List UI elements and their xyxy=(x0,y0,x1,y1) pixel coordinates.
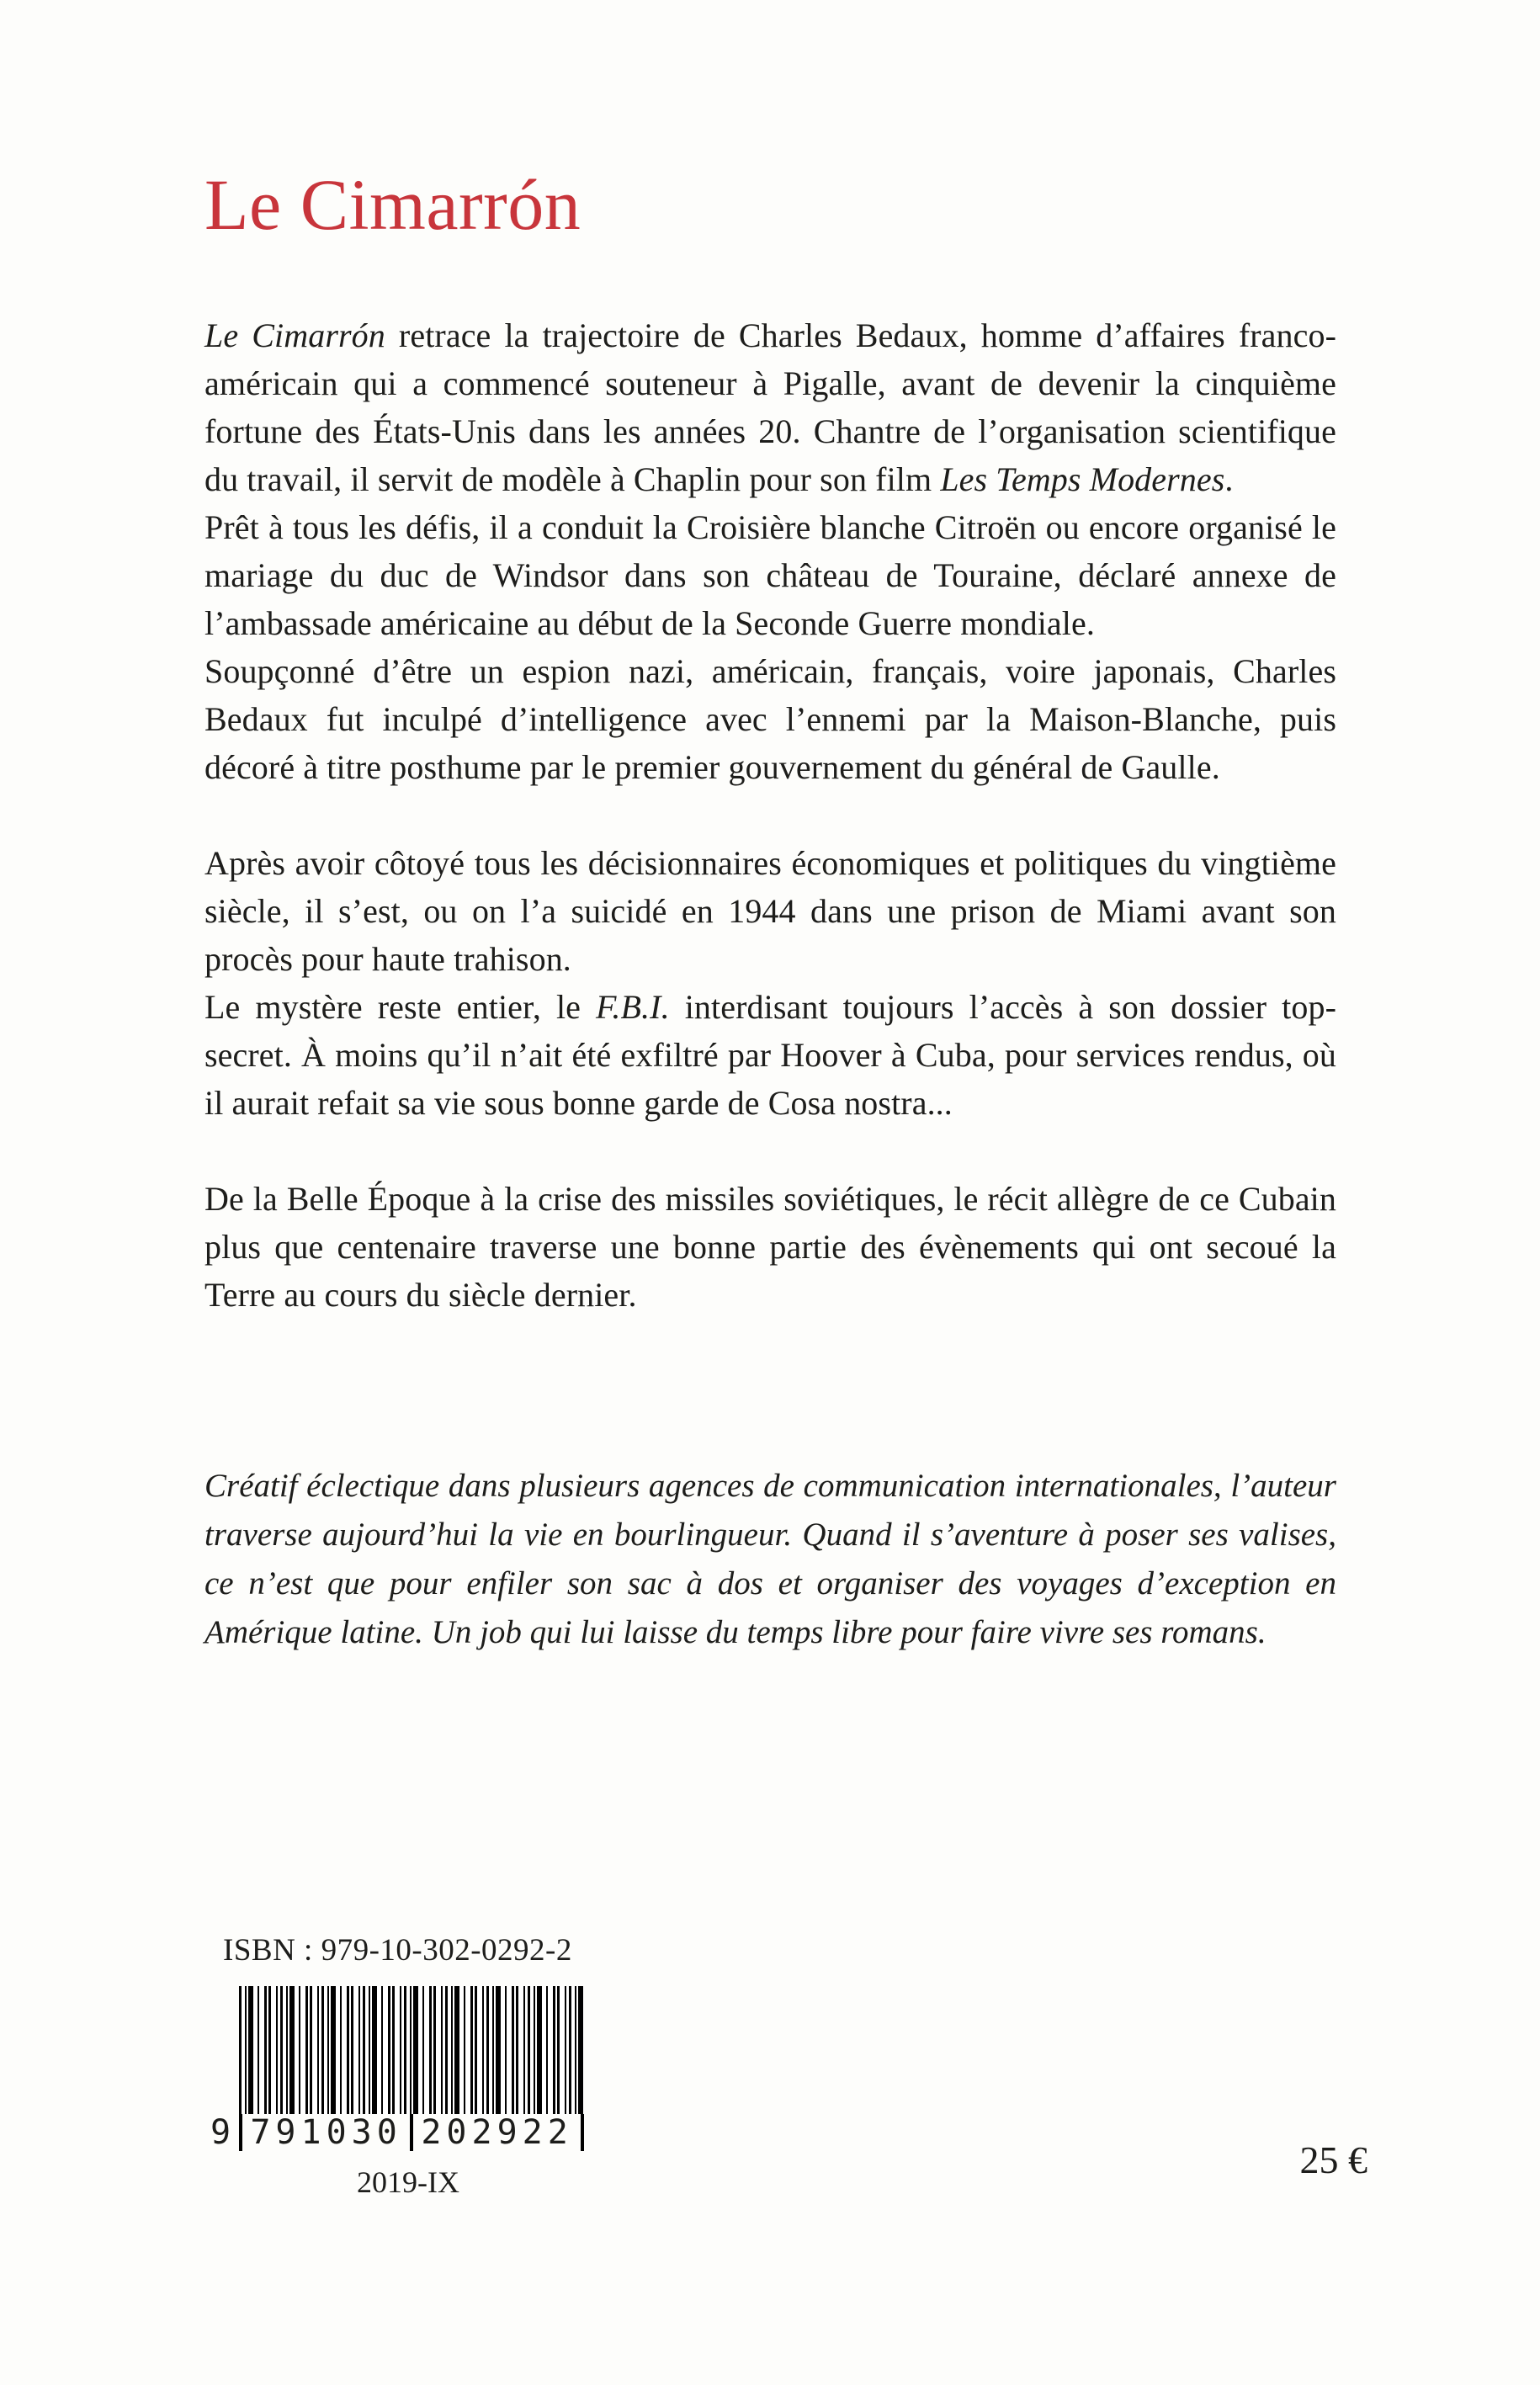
barcode-body xyxy=(239,1986,584,2151)
text-run: interdisant toujours l’accès à son dossier top-secret. À moins qu’il n’ait été exfiltré par Hoover à Cuba, pour services rendus, où il aurait refait sa vie sous bonne garde de Cosa nostra... xyxy=(204,988,1336,1123)
barcode xyxy=(210,1986,606,2151)
barcode-bars xyxy=(239,1986,584,2114)
barcode-digit-group-2: 202922 xyxy=(421,2113,573,2152)
barcode-block xyxy=(210,1986,606,2200)
author-bio: Créatif éclectique dans plusieurs agences de communication internationales, l’auteur traverse aujourd’hui la vie en bourlingueur. Quand il s’aventure à poser ses valises, ce n’est que pour enfiler son sac à dos et organiser des voyages d’exception en Amérique latine. Un job qui lui laisse du temps libre pour faire vivre ses romans. xyxy=(204,1468,1336,1651)
synopsis-paragraph-2: Prêt à tous les défis, il a conduit la Croisière blanche Citroën ou encore organisé le mariage du duc de Windsor dans son château de Touraine, déclaré annexe de l’ambassade américaine au début de la Seconde Guerre mondiale. xyxy=(204,508,1336,643)
text-run: . xyxy=(1224,460,1234,499)
isbn-label: ISBN : 979-10-302-0292-2 xyxy=(223,1933,572,1968)
text-run: retrace la trajectoire de Charles Bedaux, homme d’affaires franco-américain qui a commencé souteneur à Pigalle, avant de devenir la cinquième fortune des États-Unis dans les années 20. Chantre de l’organisation scientifique du travail, il servit de modèle à Chaplin pour son film xyxy=(204,316,1336,499)
price-label: 25 € xyxy=(1299,2138,1367,2181)
film-title-mention: Les Temps Modernes xyxy=(940,460,1225,499)
synopsis-paragraph-4: Après avoir côtoyé tous les décisionnaires économiques et politiques du vingtième siècle, il s’est, ou on l’a suicidé en 1944 dans une prison de Miami avant son procès pour haute trahison. xyxy=(204,844,1336,979)
text-run: Le mystère reste entier, le xyxy=(204,988,597,1027)
book-title-mention: Le Cimarrón xyxy=(204,316,385,355)
back-cover-text-block xyxy=(204,164,1336,1657)
edition-code: 2019-IX xyxy=(357,2165,459,2199)
barcode-digit-group-1: 791030 xyxy=(250,2113,402,2152)
synopsis-paragraph-1 xyxy=(204,311,1336,503)
barcode-digits-row xyxy=(239,2114,584,2151)
synopsis-paragraph-3: Soupçonné d’être un espion nazi, américain, français, voire japonais, Charles Bedaux fut inculpé d’intelligence avec l’ennemi par la Maison-Blanche, puis décoré à titre posthume par le premier gouvernement du général de Gaulle. xyxy=(204,652,1336,787)
barcode-guard-bar xyxy=(581,2114,584,2151)
barcode-prefix-digit: 9 xyxy=(210,2113,231,2152)
book-title: Le Cimarrón xyxy=(204,164,581,245)
fbi-mention: F.B.I. xyxy=(596,988,670,1027)
synopsis-paragraph-6: De la Belle Époque à la crise des missiles soviétiques, le récit allègre de ce Cubain plus que centenaire traverse une bonne partie des évènements qui ont secoué la Terre au cours du siècle dernier. xyxy=(204,1180,1336,1315)
synopsis-paragraph-5 xyxy=(204,983,1336,1127)
